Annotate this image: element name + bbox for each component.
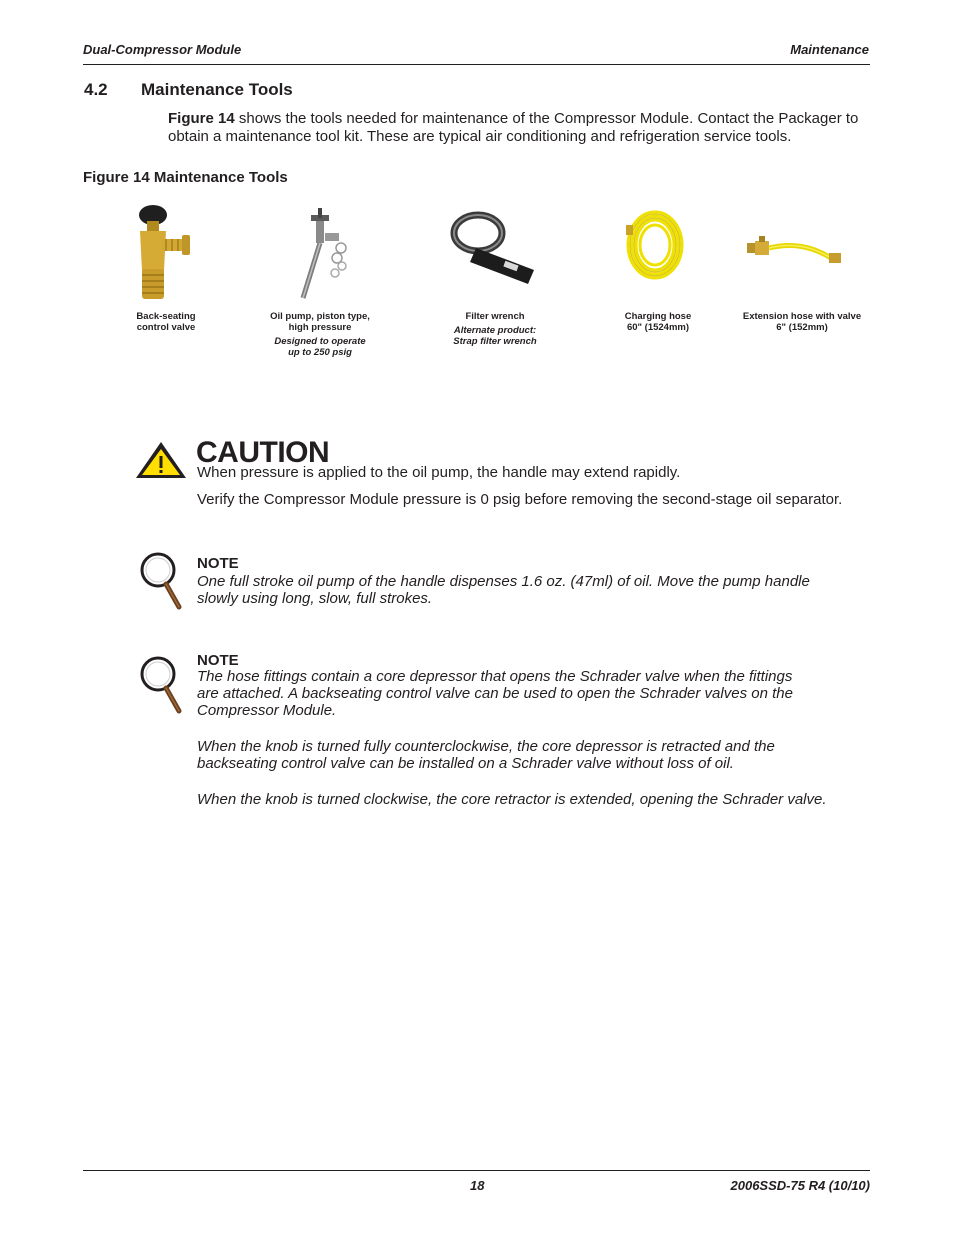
- backseating-valve-icon: [128, 203, 204, 305]
- note-line: When the knob is turned fully counterclockwise, the core depressor is retracted and the: [197, 738, 775, 755]
- note-line: When the knob is turned clockwise, the core retractor is extended, opening the Schrader valve.: [197, 791, 827, 808]
- intro-text-line2: obtain a maintenance tool kit. These are typical air conditioning and refrigeration service tools.: [168, 128, 792, 145]
- note-title: NOTE: [197, 555, 239, 572]
- header-section-title: Maintenance: [790, 42, 869, 57]
- tool-label-line: Charging hose: [624, 311, 692, 322]
- note-line: One full stroke oil pump of the handle dispenses 1.6 oz. (47ml) of oil. Move the pump handle: [197, 573, 810, 590]
- tool-label-line: Back-seating: [136, 311, 196, 322]
- tool-label-charging-hose: [583, 311, 733, 333]
- note-line: backseating control valve can be installed on a Schrader valve without loss of oil.: [197, 755, 734, 772]
- document-number: 2006SSD-75 R4 (10/10): [730, 1178, 870, 1193]
- tool-label-line: 6" (152mm): [776, 322, 828, 333]
- tool-label-alt-line: Alternate product:: [453, 325, 537, 336]
- tool-label-line: high pressure: [288, 322, 352, 333]
- intro-text-line1: shows the tools needed for maintenance of the Compressor Module. Contact the Packager to: [234, 110, 859, 127]
- tool-label-alt: [420, 325, 570, 347]
- magnifier-icon: [138, 655, 184, 715]
- filter-wrench-icon: [446, 203, 544, 293]
- warning-triangle-icon: [134, 440, 188, 480]
- tool-label-line: Filter wrench: [465, 311, 525, 322]
- tool-label-alt-line: Designed to operate: [274, 336, 366, 347]
- note-line: are attached. A backseating control valve can be used to open the Schrader valves on the: [197, 685, 793, 702]
- tool-label-alt-line: up to 250 psig: [288, 347, 352, 358]
- magnifier-icon: [138, 551, 184, 611]
- figure-caption: Figure 14 Maintenance Tools: [83, 169, 288, 186]
- tool-label-line: Extension hose with valve: [742, 311, 862, 322]
- intro-paragraph: [168, 110, 868, 146]
- caution-title: CAUTION: [196, 436, 330, 469]
- note-line: slowly using long, slow, full strokes.: [197, 590, 433, 607]
- note-line: The hose fittings contain a core depressor that opens the Schrader valve when the fittings: [197, 668, 793, 685]
- tool-label-oil-pump: [245, 311, 395, 358]
- note-line: Compressor Module.: [197, 702, 337, 719]
- caution-line-1: When pressure is applied to the oil pump, the handle may extend rapidly.: [197, 464, 681, 481]
- page-number: 18: [470, 1178, 485, 1193]
- note-2-paragraph-3: [197, 791, 857, 808]
- note-title: NOTE: [197, 652, 239, 669]
- note-2-paragraph-2: [197, 738, 857, 772]
- section-title: Maintenance Tools: [141, 80, 293, 99]
- header-rule: [83, 64, 870, 65]
- tool-label-filter-wrench: [420, 311, 570, 347]
- header-doc-title: Dual-Compressor Module: [83, 42, 242, 57]
- tool-label-line: 60" (1524mm): [626, 322, 690, 333]
- caution-line-2: Verify the Compressor Module pressure is 0 psig before removing the second-stage oil separator.: [197, 491, 843, 508]
- charging-hose-icon: [620, 203, 690, 287]
- tool-label-alt: [245, 336, 395, 358]
- tool-label-line: Oil pump, piston type,: [270, 311, 370, 322]
- tool-label-backseating-valve: [91, 311, 241, 333]
- footer-rule: [83, 1170, 870, 1171]
- tool-label-extension-hose: [727, 311, 877, 333]
- tool-label-line: control valve: [136, 322, 196, 333]
- note-1-text: [197, 573, 857, 607]
- figure-reference: Figure 14: [168, 110, 235, 127]
- section-number: 4.2: [84, 80, 108, 99]
- extension-hose-icon: [745, 203, 845, 263]
- tool-label-alt-line: Strap filter wrench: [453, 336, 537, 347]
- oil-pump-icon: [285, 203, 361, 305]
- note-2-paragraph-1: [197, 668, 857, 719]
